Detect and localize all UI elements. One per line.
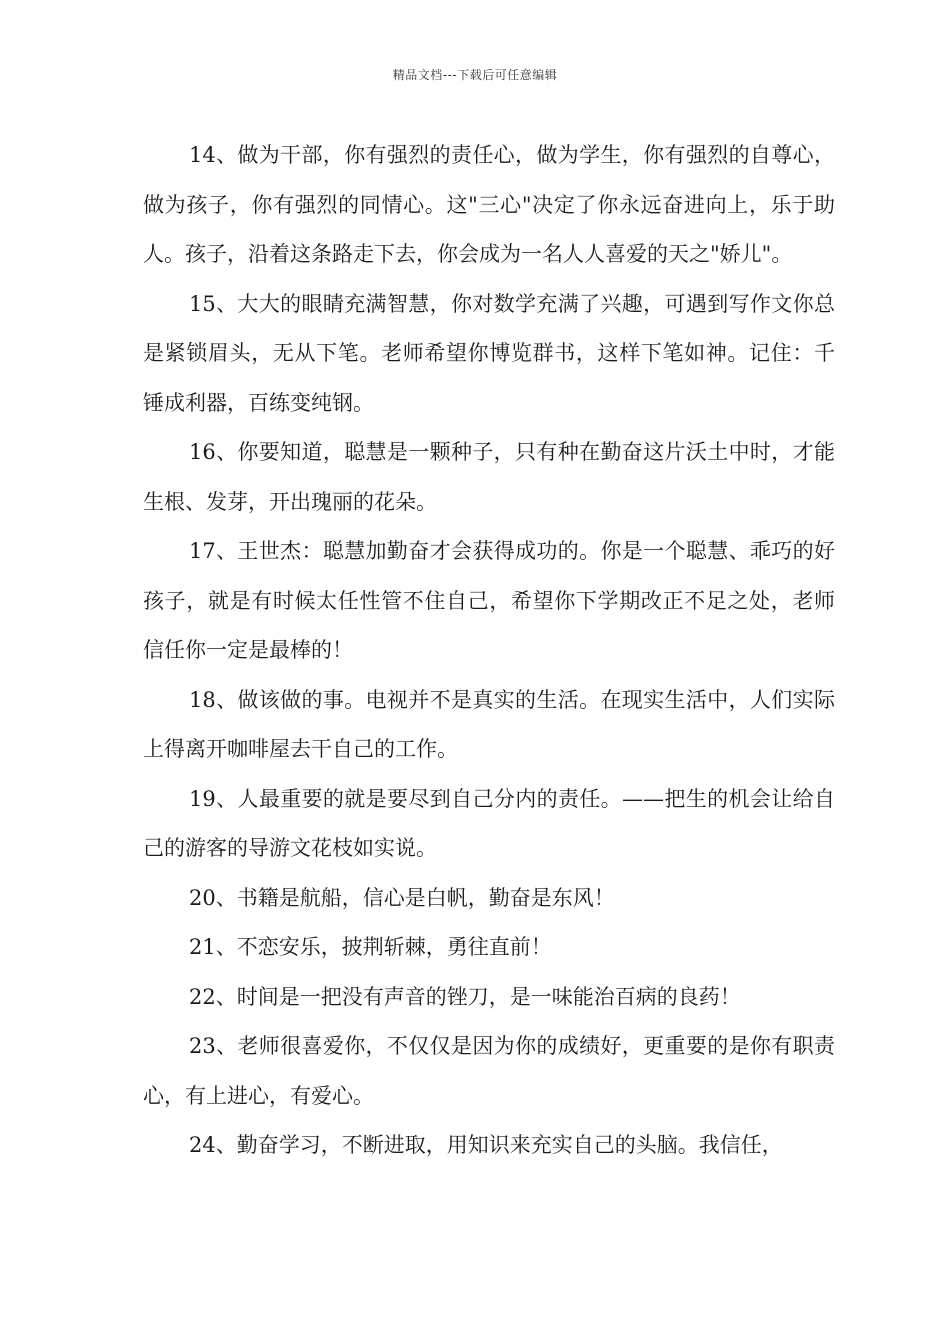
paragraph-22: 22、时间是一把没有声音的锉刀，是一味能治百病的良药！ (189, 984, 741, 1009)
paragraph-14: 14、做为干部，你有强烈的责任心，做为学生，你有强烈的自尊心，做为孩子，你有强烈的同情心。这"三心"决定了你永远奋进向上，乐于助人。孩子，沿着这条路走下去，你会成为一名人人喜爱的天之"娇儿"。 (143, 143, 835, 266)
paragraph-17: 17、王世杰：聪慧加勤奋才会获得成功的。你是一个聪慧、乖巧的好孩子，就是有时候太任性管不住自己，希望你下学期改正不足之处，老师信任你一定是最棒的！ (143, 539, 835, 662)
page-header: 精品文档---下载后可任意编辑 (392, 68, 558, 82)
paragraph-19: 19、人最重要的就是要尽到自己分内的责任。——把生的机会让给自己的游客的导游文花枝如实说。 (143, 786, 835, 860)
paragraph-21: 21、不恋安乐，披荆斩棘，勇往直前！ (189, 935, 552, 959)
paragraph-15: 15、大大的眼睛充满智慧，你对数学充满了兴趣，可遇到写作文你总是紧锁眉头，无从下笔。老师希望你博览群书，这样下笔如神。记住：千锤成利器，百练变纯钢。 (143, 291, 835, 415)
paragraph-16: 16、你要知道，聪慧是一颗种子，只有种在勤奋这片沃土中时，才能生根、发芽，开出瑰丽的花朵。 (143, 440, 835, 514)
paragraph-20: 20、书籍是航船，信心是白帆，勤奋是东风！ (189, 885, 615, 910)
paragraph-18: 18、做该做的事。电视并不是真实的生活。在现实生活中，人们实际上得离开咖啡屋去干自己的工作。 (143, 687, 835, 761)
document-body (143, 131, 835, 1171)
paragraph-24: 24、勤奋学习，不断进取，用知识来充实自己的头脑。我信任， (189, 1133, 783, 1157)
paragraph-23: 23、老师很喜爱你，不仅仅是因为你的成绩好，更重要的是你有职责心，有上进心，有爱心。 (143, 1034, 835, 1108)
